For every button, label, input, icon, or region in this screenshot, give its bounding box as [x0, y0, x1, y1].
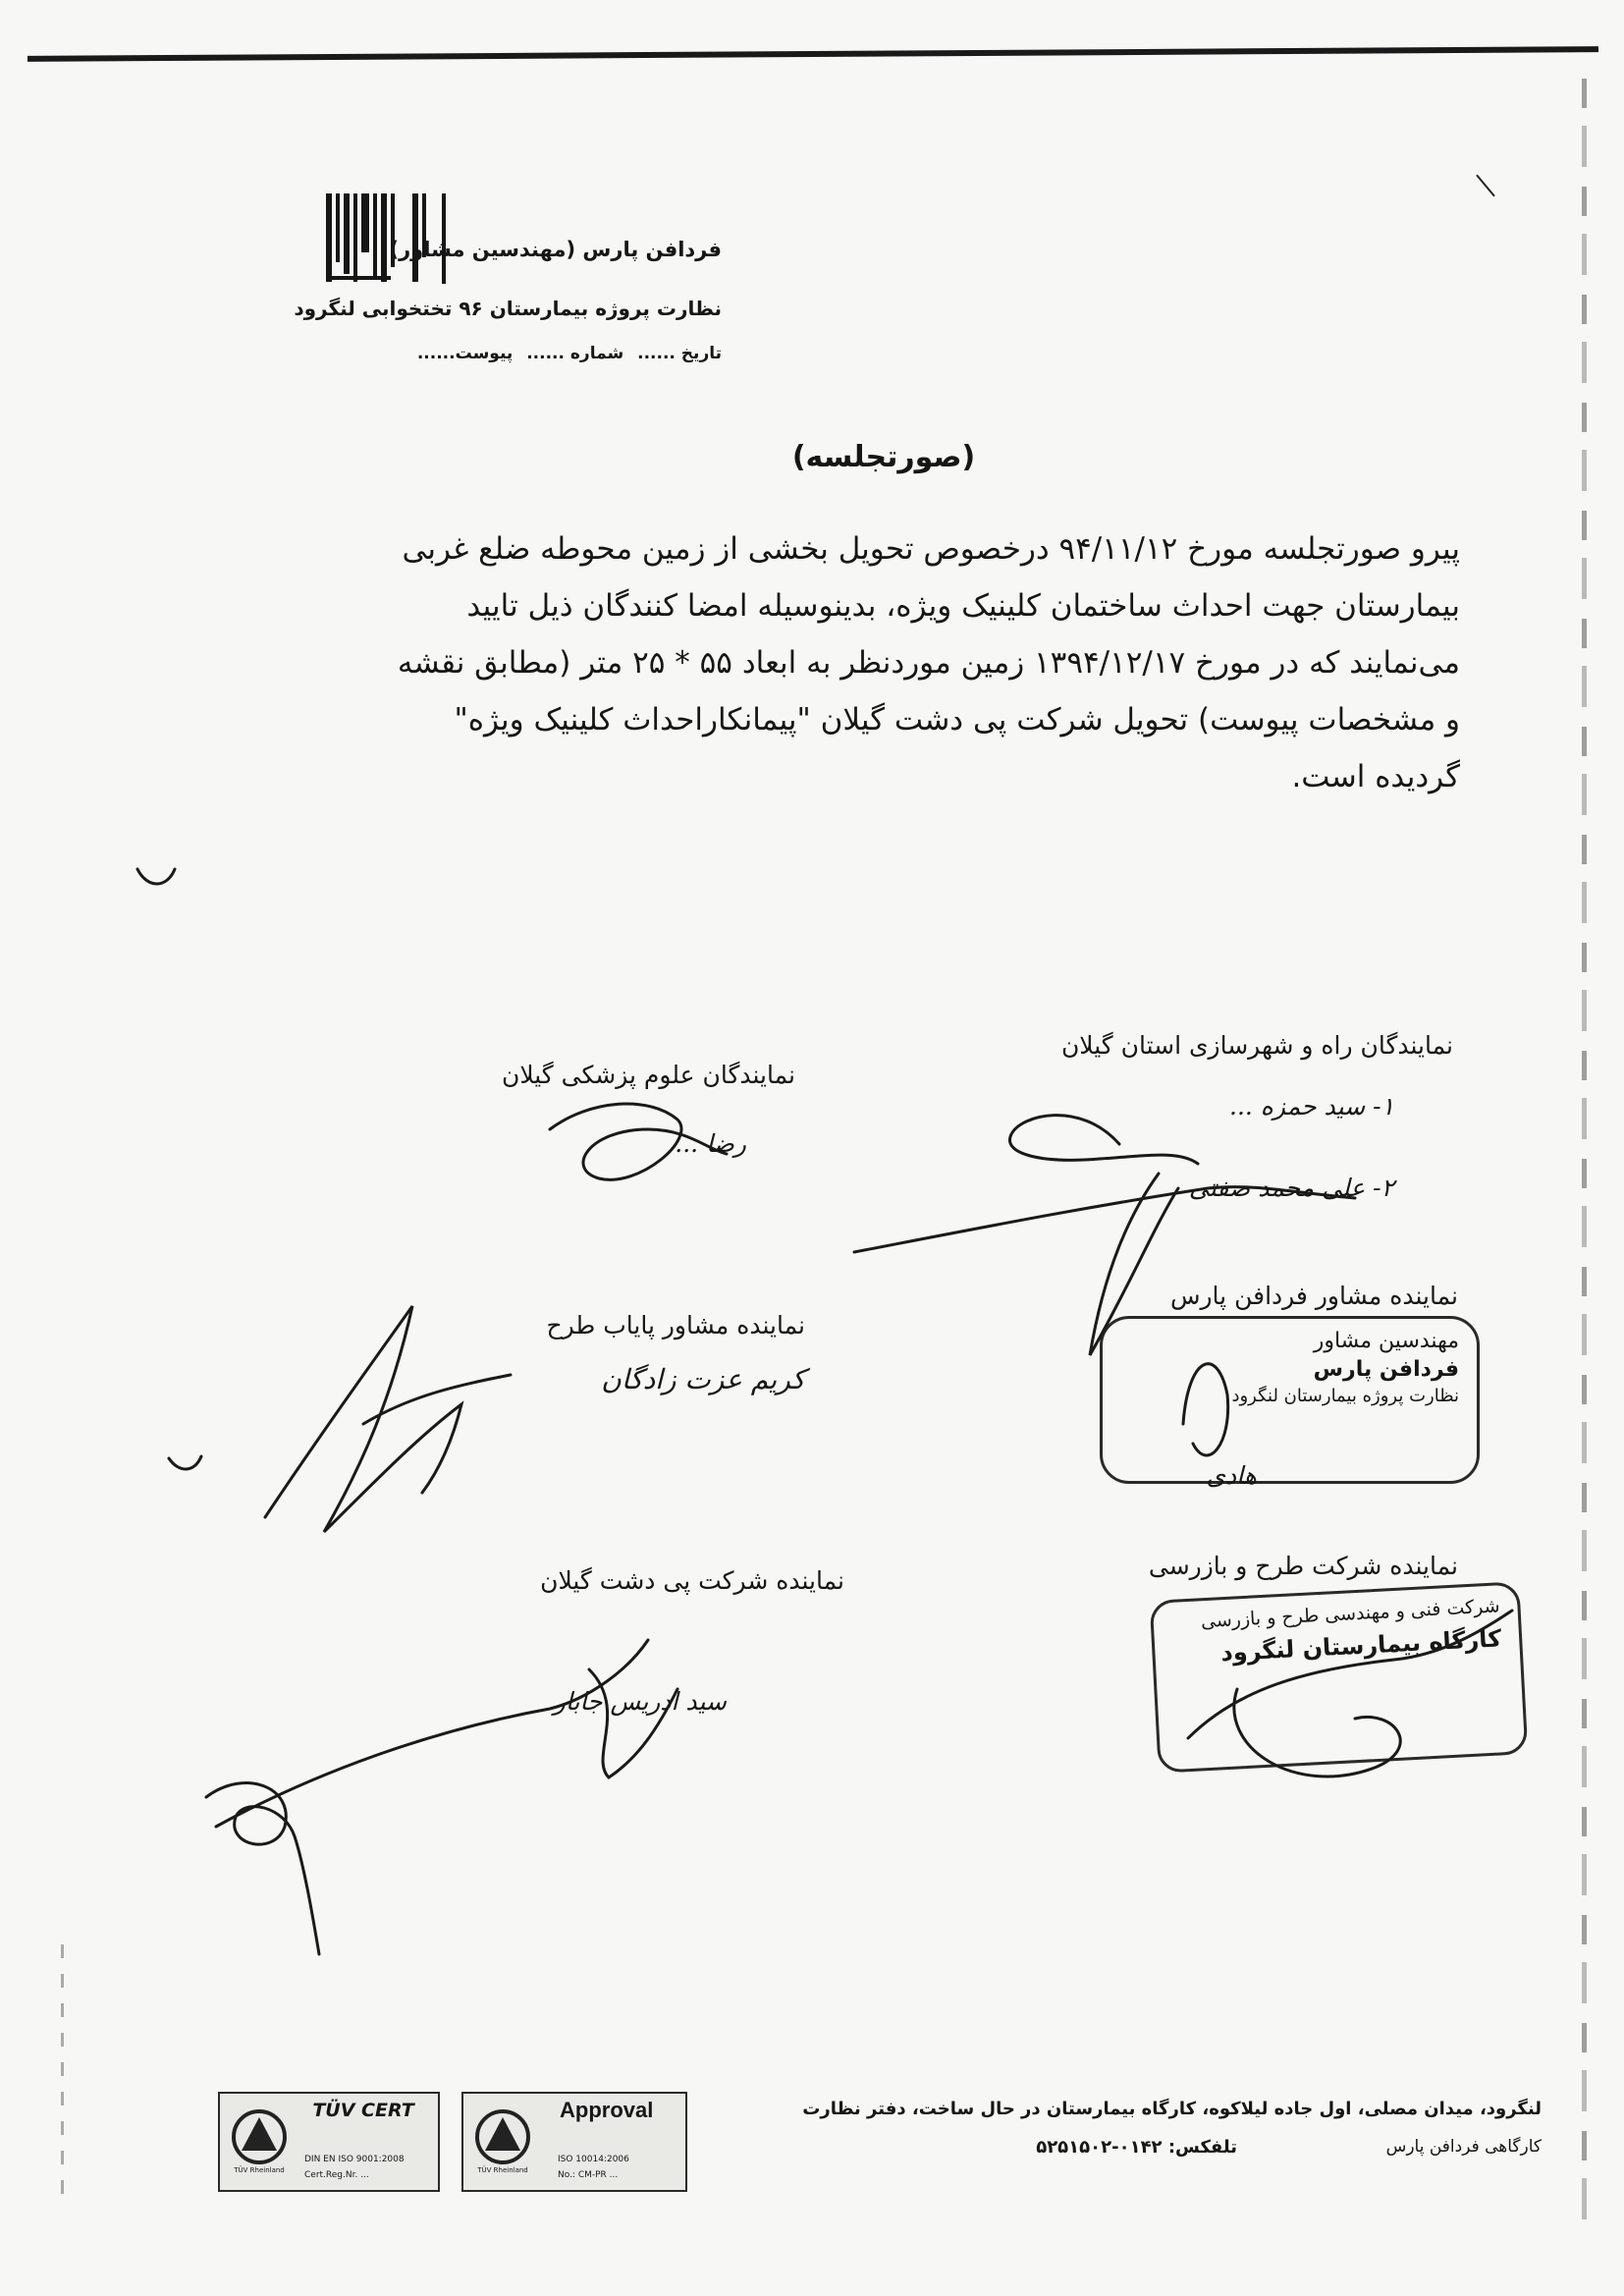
stamp-line: کارگاه بیمارستان لنگرود: [1219, 1624, 1502, 1667]
consultant-rep-label: نماینده مشاور فردافن پارس: [1169, 1282, 1458, 1310]
roads-rep-name-2: ۲- علی محمد صفتی: [1188, 1174, 1394, 1202]
signature-roads-1: [1009, 1116, 1198, 1164]
stamp-line: نظارت پروژه بیمارستان لنگرود: [1231, 1386, 1459, 1406]
footer-phone: تلفکس: ۰۱۴۲-۵۲۵۱۵۰۲: [1036, 2137, 1237, 2158]
scan-edge-right: [1582, 79, 1587, 2239]
tuv-certificate: [218, 2092, 440, 2192]
minutes-body: [316, 520, 1460, 805]
scan-edge-left: [61, 1944, 64, 2200]
stamp-line: فردافن پارس: [1313, 1357, 1459, 1382]
roads-rep-name-1: ۱- سید حمزه ...: [1229, 1092, 1394, 1121]
body-line: گردیده است.: [1291, 759, 1460, 794]
supervisor-rep-label: نماینده مشاور پایاب طرح: [546, 1311, 805, 1339]
margin-mark: [169, 1456, 201, 1469]
stamp-line: شرکت فنی و مهندسی طرح و بازرسی: [1200, 1595, 1500, 1633]
margin-mark: [137, 869, 175, 884]
tuv-standard: DIN EN ISO 9001:2008: [304, 2155, 405, 2164]
medical-rep-name: رضا ...: [675, 1129, 746, 1158]
meta-attachment: پیوست......: [416, 344, 514, 363]
document-title: (صورتجلسه): [791, 440, 976, 474]
meta-number: شماره ......: [526, 344, 624, 363]
signature-supervisor: [265, 1306, 461, 1532]
body-line: بیمارستان جهت احداث ساختمان کلینیک ویژه، بدینوسیله امضا کنندگان ذیل تایید: [466, 588, 1460, 624]
approval-certificate: [461, 2092, 687, 2192]
tuv-mark-caption: TÜV Rheinland: [234, 2166, 285, 2174]
footer-site-label: کارگاهی فردافن پارس: [1385, 2137, 1542, 2157]
company-name: فردافن پارس (مهندسین مشاور): [389, 238, 722, 261]
consultant-rep-name: هادی: [1206, 1461, 1257, 1490]
top-rule: [27, 46, 1598, 62]
tuv-cert-logo: [300, 2100, 426, 2151]
signature-contractor: [216, 1640, 648, 1827]
title-block: [785, 432, 982, 491]
tuv-cert-label: TÜV CERT: [312, 2100, 414, 2121]
roads-reps-label: نمایندگان راه و شهرسازی استان گیلان: [1060, 1031, 1453, 1060]
body-line: می‌نمایند که در مورخ ۱۳۹۴/۱۲/۱۷ زمین موردنظر به ابعاد ۵۵ * ۲۵ متر (مطابق نقشه: [397, 645, 1460, 681]
signature-contractor-2: [589, 1669, 677, 1777]
approval-label: Approval: [560, 2098, 654, 2122]
contractor-rep-label: نماینده شرکت پی دشت گیلان: [540, 1566, 844, 1595]
fardafan-stamp: [1100, 1316, 1480, 1484]
approval-number: No.: CM-PR ...: [558, 2170, 619, 2180]
approval-mark-caption: TÜV Rheinland: [477, 2166, 528, 2174]
page-mark: [1476, 175, 1495, 197]
inspection-rep-label: نماینده شرکت طرح و بازرسی: [1148, 1552, 1458, 1580]
signature-left-swirl: [206, 1783, 319, 1954]
contractor-rep-name: سید ادریس جابار: [553, 1687, 727, 1716]
supervisor-rep-name: کریم عزت زادگان: [601, 1363, 805, 1395]
document-meta: [416, 344, 722, 363]
signature-supervisor-2: [363, 1375, 511, 1424]
meta-date: تاریخ ......: [637, 344, 722, 363]
body-line: پیرو صورتجلسه مورخ ۹۴/۱۱/۱۲ درخصوص تحویل بخشی از زمین محوطه ضلع غربی: [402, 531, 1460, 567]
body-line: و مشخصات پیوست) تحویل شرکت پی دشت گیلان "پیمانکاراحداث کلینیک ویژه": [454, 702, 1460, 738]
tuv-reg-number: Cert.Reg.Nr. ...: [304, 2170, 369, 2180]
approval-standard: ISO 10014:2006: [558, 2155, 629, 2164]
project-title: نظارت پروژه بیمارستان ۹۶ تختخوابی لنگرود: [294, 297, 722, 320]
medical-reps-label: نمایندگان علوم پزشکی گیلان: [501, 1061, 795, 1089]
inspection-stamp: [1150, 1581, 1529, 1773]
stamp-line: مهندسین مشاور: [1313, 1329, 1459, 1353]
footer-address: لنگرود، میدان مصلی، اول جاده لیلاکوه، کارگاه بیمارستان در حال ساخت، دفتر نظارت: [802, 2099, 1542, 2119]
